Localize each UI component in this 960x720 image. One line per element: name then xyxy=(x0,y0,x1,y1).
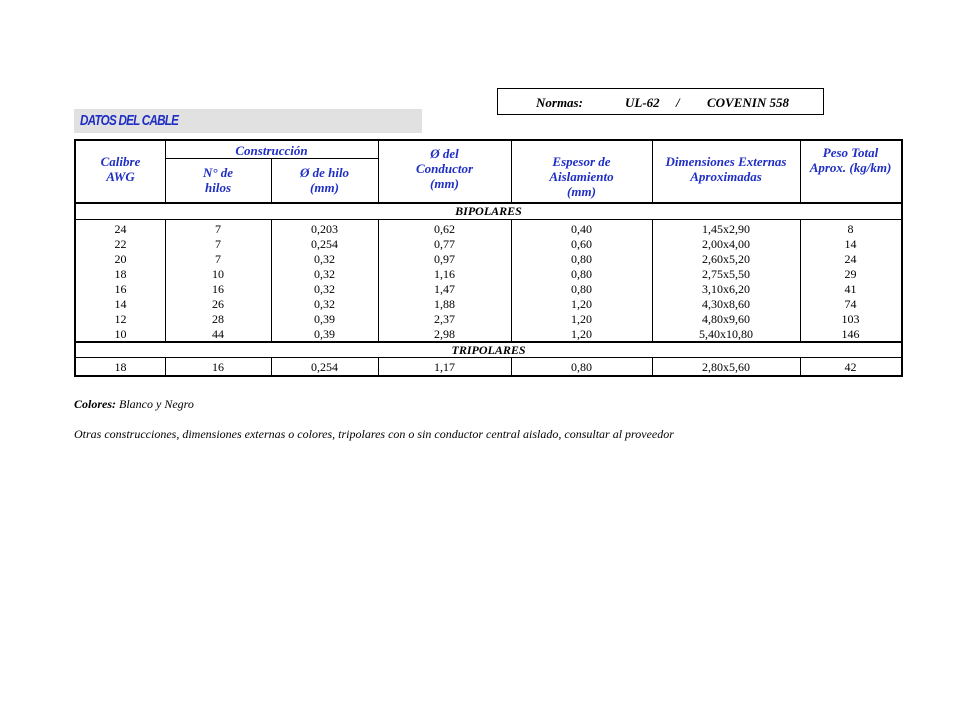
cell-diametro-conductor: 2,98 xyxy=(434,327,455,341)
header-n-hilos-line2: hilos xyxy=(204,180,231,195)
cell-n-hilos: 16 xyxy=(212,282,224,296)
header-espesor-line2: Aislamiento xyxy=(549,169,614,184)
header-espesor xyxy=(511,154,652,199)
cell-diametro-conductor: 2,37 xyxy=(434,312,455,326)
cell-diametro-conductor: 0,77 xyxy=(434,237,455,251)
header-diametro-hilo-line2: (mm) xyxy=(310,180,339,195)
header-calibre-line1: Calibre xyxy=(100,154,141,169)
cell-espesor: 0,40 xyxy=(571,222,592,236)
header-diametro-conductor-line1: Ø del xyxy=(430,146,459,161)
cell-calibre: 10 xyxy=(114,327,127,341)
normas-standard-covenin: COVENIN 558 xyxy=(707,95,789,110)
cell-n-hilos: 28 xyxy=(212,312,224,326)
cell-diametro-conductor: 0,97 xyxy=(434,252,455,266)
cell-espesor: 0,80 xyxy=(571,282,592,296)
cell-calibre: 18 xyxy=(114,360,127,374)
cell-diametro-hilo: 0,254 xyxy=(311,360,338,374)
cell-peso: 42 xyxy=(844,360,857,374)
cell-diametro-hilo: 0,39 xyxy=(314,327,335,341)
cell-calibre: 16 xyxy=(114,282,127,296)
cell-peso: 74 xyxy=(844,297,857,311)
cell-peso: 41 xyxy=(844,282,857,296)
cell-calibre: 14 xyxy=(114,297,127,311)
cell-espesor: 0,80 xyxy=(571,267,592,281)
section-banner xyxy=(74,109,422,133)
cell-n-hilos: 7 xyxy=(215,237,221,251)
cell-espesor: 1,20 xyxy=(571,327,592,341)
header-dimensiones-line2: Aproximadas xyxy=(690,169,762,184)
cell-dimensiones: 2,75x5,50 xyxy=(702,267,750,281)
normas-standard-ul: UL-62 xyxy=(625,95,660,110)
cell-peso: 24 xyxy=(844,252,857,266)
cell-dimensiones: 4,80x9,60 xyxy=(702,312,750,326)
cell-espesor: 0,60 xyxy=(571,237,592,251)
cell-calibre: 24 xyxy=(114,222,127,236)
cell-calibre: 20 xyxy=(114,252,127,266)
cell-n-hilos: 26 xyxy=(212,297,224,311)
normas-label: Normas: xyxy=(536,95,583,110)
header-diametro-conductor xyxy=(378,146,511,191)
header-calibre-line2: AWG xyxy=(106,169,135,184)
header-peso xyxy=(800,145,901,175)
cell-peso: 29 xyxy=(844,267,857,281)
otras-note: Otras construcciones, dimensiones externas o colores, tripolares con o sin conductor central aislado, consultar al proveedor xyxy=(74,427,674,441)
cell-dimensiones: 5,40x10,80 xyxy=(699,327,753,341)
cell-diametro-conductor: 1,88 xyxy=(434,297,455,311)
cell-espesor: 0,80 xyxy=(571,360,592,374)
header-diametro-conductor-line2: Conductor xyxy=(415,161,474,176)
group-label-tripolares: TRIPOLARES xyxy=(451,343,526,357)
cell-diametro-conductor: 0,62 xyxy=(434,222,455,236)
cell-diametro-conductor: 1,17 xyxy=(434,360,455,374)
header-espesor-line1: Espesor de xyxy=(552,154,611,169)
header-espesor-line3: (mm) xyxy=(567,184,596,199)
header-peso-line1: Peso Total xyxy=(822,145,879,160)
cell-dimensiones: 3,10x6,20 xyxy=(702,282,750,296)
normas-box xyxy=(497,88,824,115)
cell-espesor: 0,80 xyxy=(571,252,592,266)
cell-diametro-hilo: 0,32 xyxy=(314,252,335,266)
colores-note xyxy=(74,397,194,412)
normas-separator: / xyxy=(676,95,680,110)
cell-dimensiones: 4,30x8,60 xyxy=(702,297,750,311)
cell-diametro-hilo: 0,32 xyxy=(314,282,335,296)
cell-dimensiones: 1,45x2,90 xyxy=(702,222,750,236)
cell-calibre: 22 xyxy=(114,237,127,251)
cell-peso: 8 xyxy=(847,222,854,236)
cell-diametro-hilo: 0,39 xyxy=(314,312,335,326)
header-diametro-hilo-line1: Ø de hilo xyxy=(299,165,350,180)
header-dimensiones-line1: Dimensiones Externas xyxy=(665,154,787,169)
cell-peso: 103 xyxy=(841,312,860,326)
cell-n-hilos: 16 xyxy=(212,360,224,374)
cell-peso: 146 xyxy=(841,327,860,341)
cell-diametro-hilo: 0,254 xyxy=(311,237,338,251)
header-diametro-hilo xyxy=(271,165,378,195)
cell-calibre: 12 xyxy=(114,312,127,326)
cell-calibre: 18 xyxy=(114,267,127,281)
cell-n-hilos: 7 xyxy=(215,252,221,266)
cell-dimensiones: 2,60x5,20 xyxy=(702,252,750,266)
cell-n-hilos: 44 xyxy=(212,327,224,341)
header-construccion: Construcción xyxy=(235,143,308,158)
header-peso-line2: Aprox. (kg/km) xyxy=(809,160,892,175)
cell-dimensiones: 2,80x5,60 xyxy=(702,360,750,374)
cell-n-hilos: 7 xyxy=(215,222,221,236)
colores-label: Colores: xyxy=(74,397,116,411)
cell-diametro-hilo: 0,32 xyxy=(314,297,335,311)
cell-espesor: 1,20 xyxy=(571,297,592,311)
bipolares-divider xyxy=(76,219,901,220)
cell-diametro-conductor: 1,47 xyxy=(434,282,455,296)
colores-value: Blanco y Negro xyxy=(116,397,194,411)
cable-data-table xyxy=(74,139,903,377)
group-label-bipolares: BIPOLARES xyxy=(455,204,522,218)
cell-n-hilos: 10 xyxy=(212,267,224,281)
header-dimensiones xyxy=(652,154,800,184)
header-calibre xyxy=(76,154,165,184)
cell-diametro-hilo: 0,203 xyxy=(311,222,338,236)
section-title: DATOS DEL CABLE xyxy=(80,112,179,129)
cell-diametro-conductor: 1,16 xyxy=(434,267,455,281)
header-diametro-conductor-line3: (mm) xyxy=(430,176,459,191)
cell-peso: 14 xyxy=(844,237,857,251)
header-n-hilos-line1: N° de xyxy=(202,165,234,180)
cell-espesor: 1,20 xyxy=(571,312,592,326)
cell-dimensiones: 2,00x4,00 xyxy=(702,237,750,251)
header-n-hilos xyxy=(165,165,271,195)
cell-diametro-hilo: 0,32 xyxy=(314,267,335,281)
